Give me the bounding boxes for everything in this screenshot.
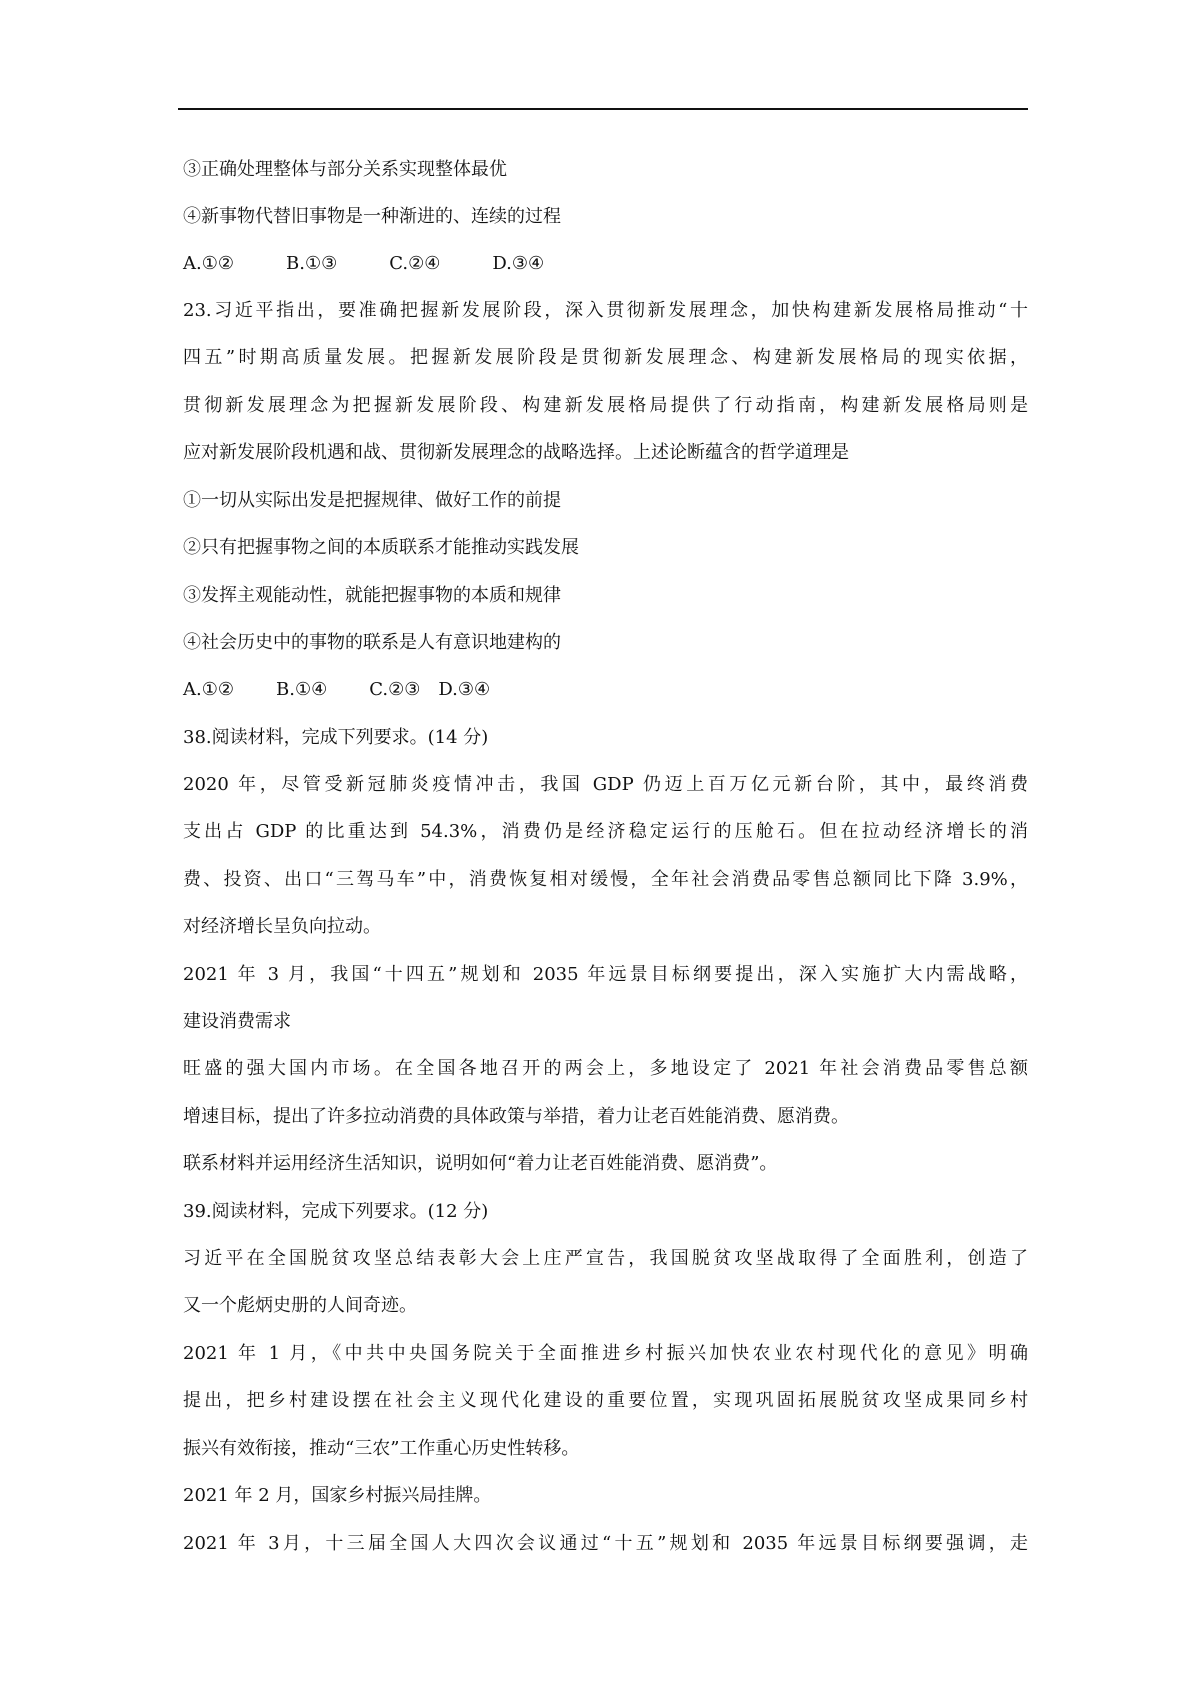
q22-option-4: ④新事物代替旧事物是一种渐进的、连续的过程 [183,206,561,227]
q38-material-1-line-4: 对经济增长呈负向拉动。 [183,916,381,937]
q22-choice-c: C.②④ [389,253,441,274]
q38-material-3-line-2: 增速目标，提出了许多拉动消费的具体政策与举措，着力让老百姓能消费、愿消费。 [183,1106,849,1127]
header-rule [178,108,1028,110]
q38-material-3-line-1: 旺盛的强大国内市场。在全国各地召开的两会上，多地设定了 2021 年社会消费品零售总额 [183,1058,1028,1079]
q23-choice-c: C.②③ [369,679,421,700]
q39-material-2-line-3: 振兴有效衔接，推动“三农”工作重心历史性转移。 [183,1438,580,1459]
q23-option-1: ①一切从实际出发是把握规律、做好工作的前提 [183,490,561,511]
q39-material-2-line-1: 2021 年 1 月，《中共中央国务院关于全面推进乡村振兴加快农业农村现代化的意见》明确 [183,1343,1028,1364]
q23-stem-line-3: 贯彻新发展理念为把握新发展阶段、构建新发展格局提供了行动指南，构建新发展格局则是 [183,395,1028,416]
q38-material-1-line-3: 费、投资、出口“三驾马车”中，消费恢复相对缓慢，全年社会消费品零售总额同比下降 3.9%， [183,869,1028,890]
q39-heading: 39.阅读材料，完成下列要求。(12 分) [183,1201,489,1222]
q38-task: 联系材料并运用经济生活知识，说明如何“着力让老百姓能消费、愿消费”。 [183,1153,778,1174]
q39-material-3: 2021 年 2 月，国家乡村振兴局挂牌。 [183,1485,492,1506]
q23-stem-line-4: 应对新发展阶段机遇和战、贯彻新发展理念的战略选择。上述论断蕴含的哲学道理是 [183,442,849,463]
q22-choice-a: A.①② [183,253,234,274]
q22-choice-d: D.③④ [492,253,545,274]
q38-material-1-line-1: 2020 年，尽管受新冠肺炎疫情冲击，我国 GDP 仍迈上百万亿元新台阶，其中，最终消费 [183,774,1028,795]
q38-heading: 38.阅读材料，完成下列要求。(14 分) [183,727,489,748]
q23-choice-b: B.①④ [276,679,328,700]
q23-stem-line-1: 23.习近平指出，要准确把握新发展阶段，深入贯彻新发展理念，加快构建新发展格局推动“十 [183,300,1028,321]
q22-option-3: ③正确处理整体与部分关系实现整体最优 [183,159,507,180]
q22-choice-b: B.①③ [286,253,338,274]
q39-material-1-line-2: 又一个彪炳史册的人间奇迹。 [183,1295,417,1316]
q23-choice-a: A.①② [183,679,234,700]
q23-answer-choices [183,678,1028,702]
q23-choice-d: D.③④ [438,679,491,700]
q38-material-2-line-1: 2021 年 3 月，我国“十四五”规划和 2035 年远景目标纲要提出，深入实施扩大内需战略， [183,964,1028,985]
q39-material-2-line-2: 提出，把乡村建设摆在社会主义现代化建设的重要位置，实现巩固拓展脱贫攻坚成果同乡村 [183,1390,1028,1411]
q23-option-3: ③发挥主观能动性，就能把握事物的本质和规律 [183,585,561,606]
q38-material-2-line-2: 建设消费需求 [183,1011,291,1032]
q38-material-1-line-2: 支出占 GDP 的比重达到 54.3%，消费仍是经济稳定运行的压舱石。但在拉动经济增长的消 [183,821,1028,842]
q23-option-4: ④社会历史中的事物的联系是人有意识地建构的 [183,632,561,653]
q23-option-2: ②只有把握事物之间的本质联系才能推动实践发展 [183,537,579,558]
q23-stem-line-2: 四五”时期高质量发展。把握新发展阶段是贯彻新发展理念、构建新发展格局的现实依据， [183,347,1028,368]
q22-answer-choices [183,252,1028,276]
q39-material-4-line-1: 2021 年 3月，十三届全国人大四次会议通过“十五”规划和 2035 年远景目标纲要强调，走 [183,1533,1028,1554]
q39-material-1-line-1: 习近平在全国脱贫攻坚总结表彰大会上庄严宣告，我国脱贫攻坚战取得了全面胜利，创造了 [183,1248,1028,1269]
